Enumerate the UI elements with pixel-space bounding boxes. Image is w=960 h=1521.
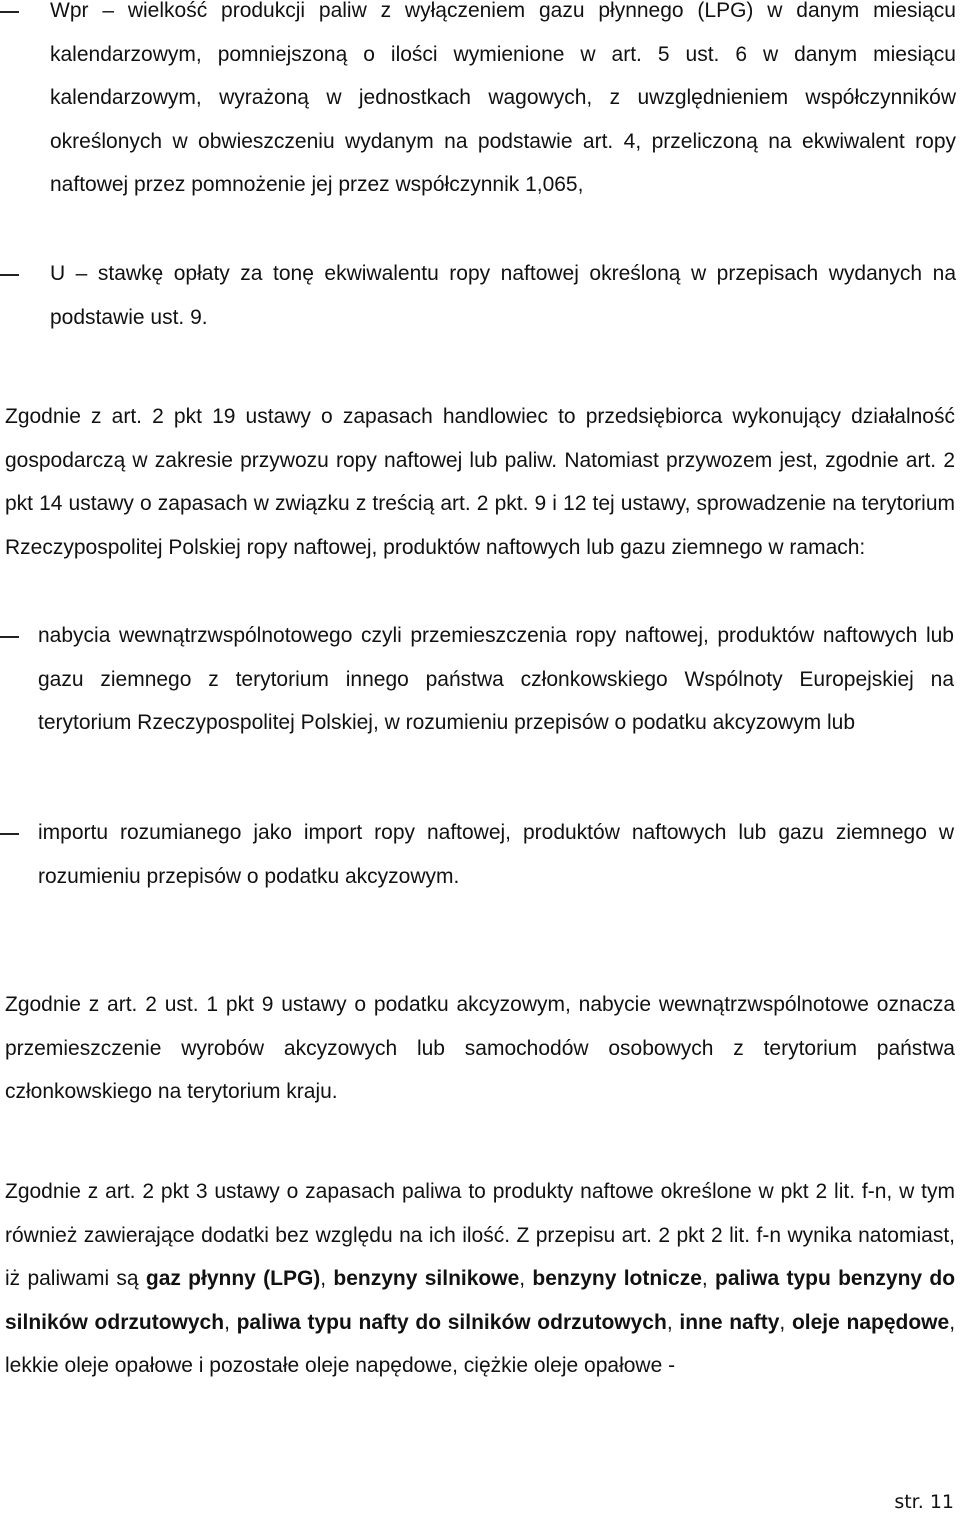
bold-term: paliwa typu nafty do silników odrzutowych <box>236 1310 667 1334</box>
bold-term: inne nafty <box>679 1310 780 1334</box>
list-item <box>0 811 954 898</box>
text-fragment: , <box>224 1310 237 1334</box>
text-fragment: Zgodnie z art. 2 pkt 3 ustawy o zapasach paliwa to produkty naftowe określone w pkt 2 lit. f-n, w tym również zawierające dodatki bez względu na ich ilość. Z przepisu art. 2 pkt 2 lit. f-n wynika natomiast, iż paliwami są <box>5 1180 955 1290</box>
text-fragment: , <box>701 1267 715 1290</box>
list-item <box>0 252 956 339</box>
list-item <box>0 614 954 745</box>
paragraph-text: Zgodnie z art. 2 pkt 19 ustawy o zapasach handlowiec to przedsiębiorca wykonujący działalność gospodarczą w zakresie przywozu ropy naftowej lub paliw. Natomiast przywozem jest, zgodnie art. 2 pkt 14 ustawy o zapasach w związku z treścią art. 2 pkt. 9 i 12 tej ustawy, sprowadzenie na terytorium Rzeczypospolitej Polskiej ropy naftowej, produktów naftowych lub gazu ziemnego w ramach: <box>5 405 955 559</box>
page-number: str. 11 <box>894 1491 954 1513</box>
bold-term: benzyny silnikowe <box>333 1267 520 1290</box>
bold-term: oleje napędowe <box>791 1310 950 1334</box>
dash-bullet-icon <box>0 252 26 296</box>
bold-term: gaz płynny (LPG) <box>145 1267 321 1290</box>
paragraph-text: Zgodnie z art. 2 ust. 1 pkt 9 ustawy o podatku akcyzowym, nabycie wewnątrzwspólnotowe oznacza przemieszczenie wyrobów akcyzowych lub samochodów osobowych z terytorium państwa członkowskiego na terytorium kraju. <box>5 993 955 1103</box>
list-item-text: importu rozumianego jako import ropy naftowej, produktów naftowych lub gazu ziemnego w rozumieniu przepisów o podatku akcyzowym. <box>38 821 954 888</box>
dash-bullet-icon <box>0 811 26 855</box>
paragraph <box>5 983 955 1114</box>
list-item-text: Wpr – wielkość produkcji paliw z wyłączeniem gazu płynnego (LPG) w danym miesiącu kalendarzowym, pomniejszoną o ilości wymienione w art. 5 ust. 6 w danym miesiącu kalendarzowym, wyrażoną w jednostkach wagowych, z uwzględnieniem współczynników określonych w obwieszczeniu wydanym na podstawie art. 4, przeliczoną na ekwiwalent ropy naftowej przez pomnożenie jej przez współczynnik 1,065, <box>50 0 956 196</box>
dash-bullet-icon <box>0 0 26 33</box>
text-fragment: , <box>666 1310 680 1334</box>
paragraph <box>5 1170 955 1388</box>
text-fragment: , <box>519 1267 533 1290</box>
text-fragment: , <box>779 1310 792 1334</box>
bold-term: paliwa typu benzyny do silników odrzutowych <box>5 1267 956 1334</box>
paragraph-text <box>5 1170 955 1388</box>
text-fragment: , <box>320 1267 334 1290</box>
paragraph <box>5 395 955 569</box>
dash-bullet-icon <box>0 614 26 658</box>
list-item-text: U – stawkę opłaty za tonę ekwiwalentu ropy naftowej określoną w przepisach wydanych na podstawie ust. 9. <box>50 262 956 329</box>
text-fragment: , lekkie oleje opałowe i pozostałe oleje napędowe, ciężkie oleje opałowe - <box>5 1310 956 1377</box>
list-item-text: nabycia wewnątrzwspólnotowego czyli przemieszczenia ropy naftowej, produktów naftowych lub gazu ziemnego z terytorium innego państwa członkowskiego Wspólnoty Europejskiej na terytorium Rzeczypospolitej Polskiej, w rozumieniu przepisów o podatku akcyzowym lub <box>38 624 954 734</box>
list-item <box>0 0 956 207</box>
bold-term: benzyny lotnicze <box>532 1267 702 1290</box>
